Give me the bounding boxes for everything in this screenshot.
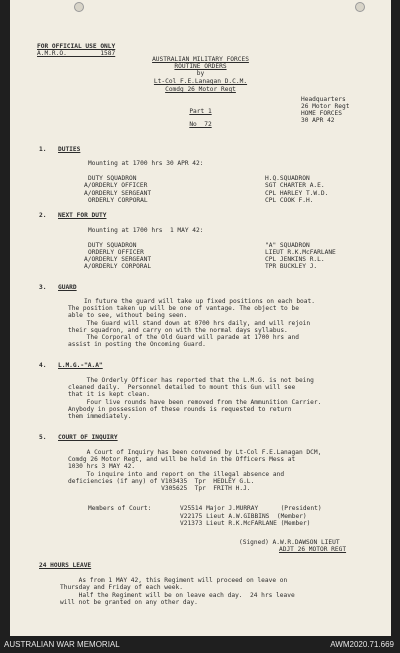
duty-name: CPL HARLEY T.W.D. — [265, 190, 329, 197]
doc-unit: Comdg 26 Motor Regt — [165, 86, 236, 93]
duty-name: LIEUT R.K.McFARLANE — [265, 249, 336, 256]
pin-hole — [355, 2, 365, 12]
hq-line: HOME FORCES — [301, 110, 342, 117]
duty-name: CPL COOK F.H. — [265, 197, 314, 204]
doc-subtitle: ROUTINE ORDERS — [174, 63, 227, 70]
section-number: 2. — [39, 212, 47, 219]
footer-institution: AUSTRALIAN WAR MEMORIAL — [4, 640, 120, 649]
body-line: 1030 hrs 3 MAY 42. — [68, 463, 136, 470]
official-use-line: FOR OFFICIAL USE ONLY — [37, 43, 116, 50]
duty-role: ORDERLY CORPORAL — [88, 197, 148, 204]
duty-name: TPR BUCKLEY J. — [265, 263, 318, 270]
signature-title: ADJT 26 MOTOR REGT — [279, 546, 347, 553]
duty-name: CPL JENKINS R.L. — [265, 256, 325, 263]
body-line: As from 1 MAY 42, this Regiment will proceed on leave on — [60, 577, 288, 584]
members-label: Members of Court: — [88, 505, 152, 512]
body-line: able to see, without being seen. — [68, 312, 188, 319]
body-line: will not be granted on any other day. — [60, 599, 198, 606]
order-number: No 72 — [189, 121, 212, 128]
footer-bar — [0, 636, 400, 653]
hq-line: Headquarters — [301, 96, 346, 103]
body-line: their squadron, and carry on with the normal days syllabus. — [68, 327, 288, 334]
body-line: deficiencies (if any) of V103435 Tpr HEDLEY G.L. — [68, 478, 255, 485]
member-line: V22175 Lieut A.W.GIBBINS (Member) — [180, 513, 307, 520]
mounting-line: Mounting at 1700 hrs 30 APR 42: — [88, 160, 204, 167]
body-line: them immediately. — [68, 413, 132, 420]
section-number: 4. — [39, 362, 47, 369]
body-line: A Court of Inquiry has been convened by Lt-Col F.E.Lanagan DCM, — [68, 449, 322, 456]
body-line: cleaned daily. Personnel detailed to mount this Gun will see — [68, 384, 296, 391]
body-line: V305625 Tpr FRITH H.J. — [68, 485, 251, 492]
section-title: 24 HOURS LEAVE — [39, 562, 92, 569]
member-line: V25514 Major J.MURRAY (President) — [180, 505, 322, 512]
signature-line: (Signed) A.W.R.DAWSON LIEUT — [239, 539, 340, 546]
duty-role: A/ORDERLY OFFICER — [84, 182, 148, 189]
body-line: Anybody in possession of these rounds is requested to return — [68, 406, 292, 413]
document-page — [10, 0, 391, 636]
mounting-line: Mounting at 1700 hrs 1 MAY 42: — [88, 227, 204, 234]
doc-by: by — [196, 70, 205, 77]
duty-role: ORDERLY OFFICER — [88, 249, 144, 256]
body-line: Half the Regiment will be on leave each day. 24 hrs leave — [60, 592, 295, 599]
section-number: 3. — [39, 284, 47, 291]
hq-line: 26 Motor Regt — [301, 103, 350, 110]
doc-author: Lt-Col F.E.Lanagan D.C.M. — [153, 78, 248, 85]
section-number: 1. — [39, 146, 47, 153]
duty-role: DUTY SQUADRON — [88, 242, 137, 249]
duty-role: A/ORDERLY SERGEANT — [84, 190, 152, 197]
body-line: assist in posting the Oncoming Guard. — [68, 341, 206, 348]
body-line: that it is kept clean. — [68, 391, 150, 398]
member-line: V21373 Lieut R.K.McFARLANE (Member) — [180, 520, 311, 527]
body-line: The Corporal of the Old Guard will parade at 1700 hrs and — [68, 334, 299, 341]
duty-role: A/ORDERLY CORPORAL — [84, 263, 152, 270]
duty-role: DUTY SQUADRON — [88, 175, 137, 182]
duty-name: SGT CHARTER A.E. — [265, 182, 325, 189]
amro-line: A.M.R.O. 1587 — [37, 50, 116, 57]
duty-name: H.Q.SQUADRON — [265, 175, 310, 182]
duty-role: A/ORDERLY SERGEANT — [84, 256, 152, 263]
section-title: COURT OF INQUIRY — [58, 434, 118, 441]
body-line: Four live rounds have been removed from the Ammunition Carrier. — [68, 399, 322, 406]
hq-date: 30 APR 42 — [301, 117, 335, 124]
body-line: In future the guard will take up fixed positions on each boat. — [84, 298, 315, 305]
duty-name: "A" SQUADRON — [265, 242, 310, 249]
body-line: Comdg 26 Motor Regt, and will be held in the Officers Mess at — [68, 456, 296, 463]
body-line: The Guard will stand down at 0700 hrs daily, and will rejoin — [68, 320, 311, 327]
section-title: L.M.G.-"A.A" — [58, 362, 103, 369]
section-title: GUARD — [58, 284, 77, 291]
body-line: Thursday and Friday of each week. — [60, 584, 183, 591]
part-number: Part 1 — [189, 108, 212, 115]
doc-title: AUSTRALIAN MILITARY FORCES — [152, 56, 249, 63]
section-title: DUTIES — [58, 146, 81, 153]
footer-accession-number: AWM2020.71.669 — [330, 640, 394, 649]
body-line: The position taken up will be one of vantage. The object to be — [68, 305, 299, 312]
pin-hole — [74, 2, 84, 12]
section-number: 5. — [39, 434, 47, 441]
section-title: NEXT FOR DUTY — [58, 212, 107, 219]
body-line: To inquire into and report on the illegal absence and — [68, 471, 285, 478]
body-line: The Orderly Officer has reported that the L.M.G. is not being — [68, 377, 314, 384]
